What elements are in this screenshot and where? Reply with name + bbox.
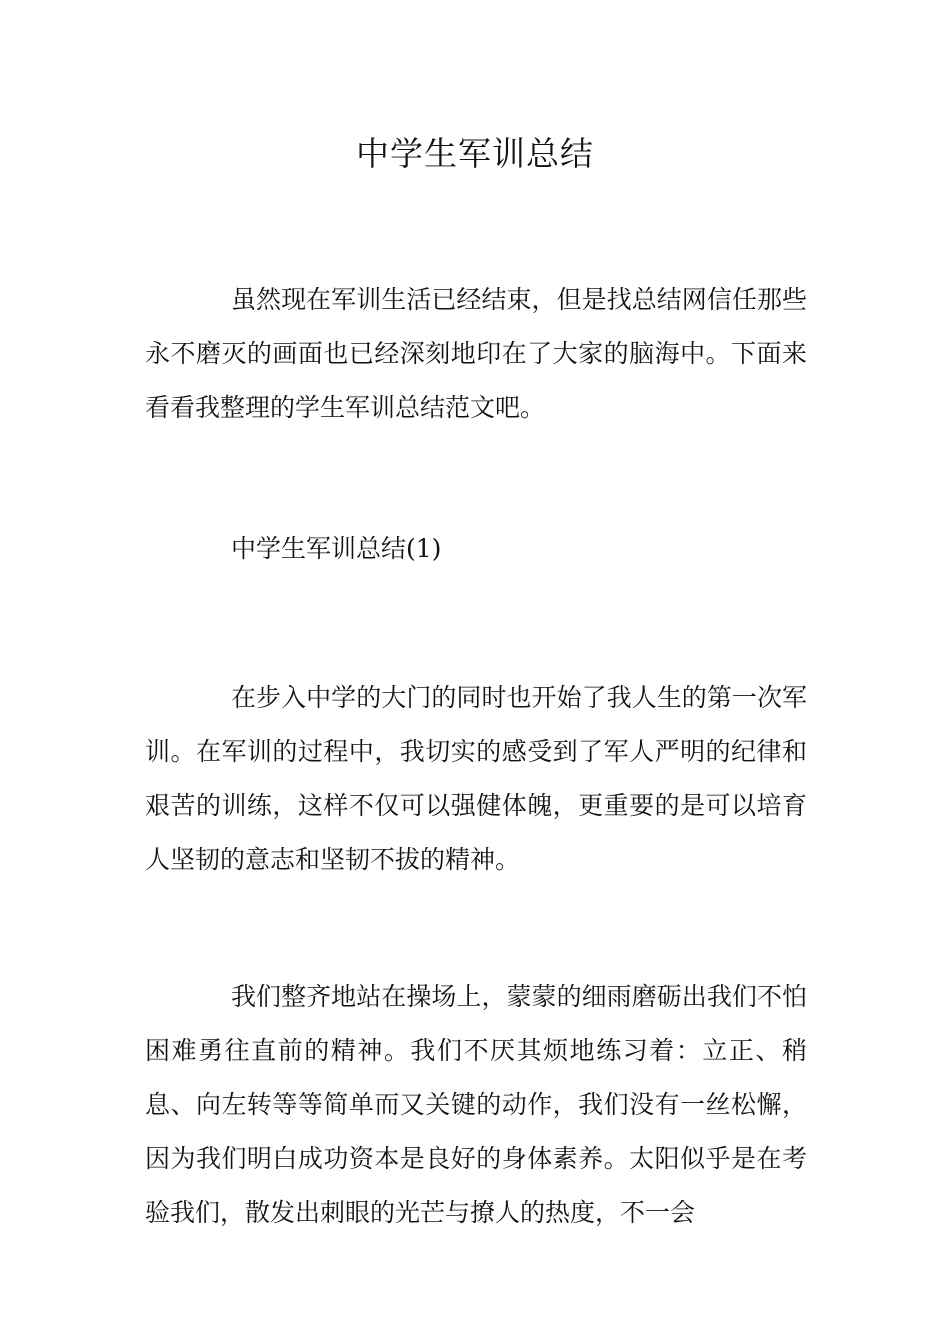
body-paragraph-1: 在步入中学的大门的同时也开始了我人生的第一次军训。在军训的过程中，我切实的感受到了军人严明的纪律和艰苦的训练，这样不仅可以强健体魄，更重要的是可以培育人坚韧的意志和坚韧不拔的精神。 <box>145 683 807 874</box>
intro-paragraph: 虽然现在军训生活已经结束，但是找总结网信任那些永不磨灭的画面也已经深刻地印在了大家的脑海中。下面来看看我整理的学生军训总结范文吧。 <box>145 285 807 422</box>
body-paragraph-2: 我们整齐地站在操场上，蒙蒙的细雨磨砺出我们不怕困难勇往直前的精神。我们不厌其烦地练习着：立正、稍息、向左转等等简单而又关键的动作，我们没有一丝松懈，因为我们明白成功资本是良好的身体素养。太阳似乎是在考验我们，散发出刺眼的光芒与撩人的热度，不一会 <box>145 982 807 1227</box>
section-heading: 中学生军训总结(1) <box>231 534 442 563</box>
document-title: 中学生军训总结 <box>356 134 594 173</box>
